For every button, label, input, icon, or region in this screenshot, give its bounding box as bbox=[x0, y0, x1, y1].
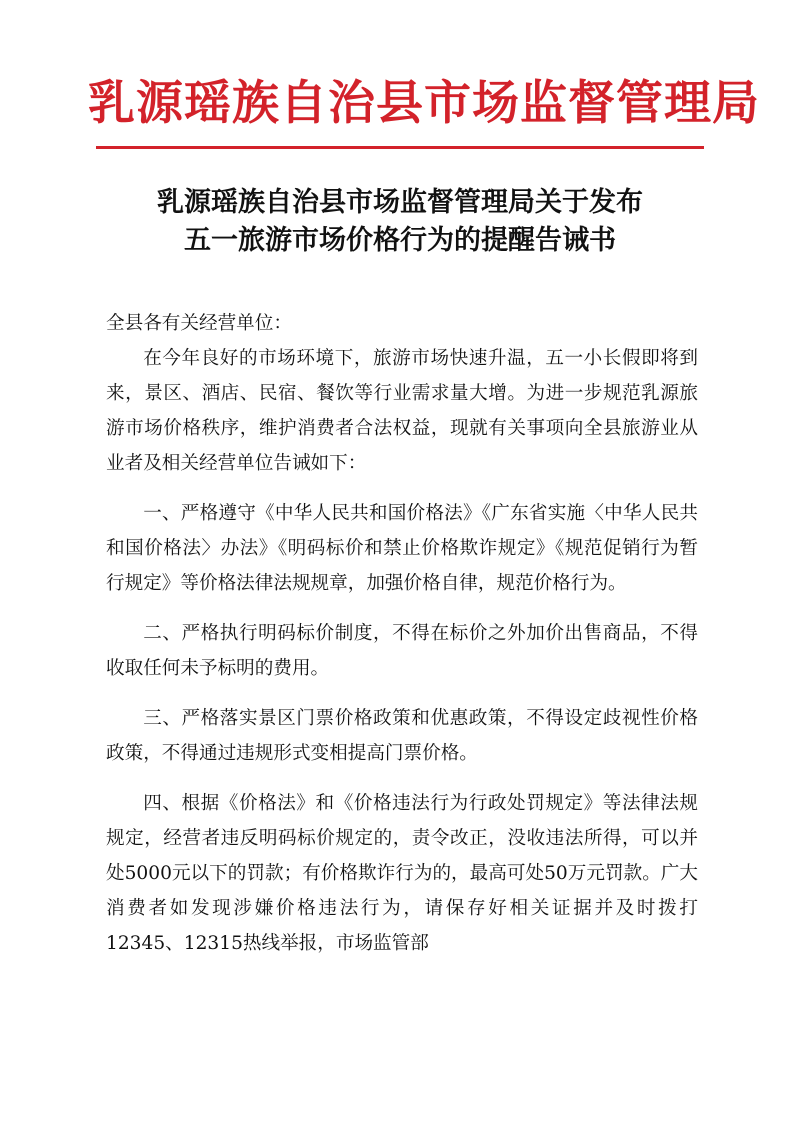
salutation: 全县各有关经营单位： bbox=[106, 313, 292, 334]
paragraph-intro: 在今年良好的市场环境下，旅游市场快速升温，五一小长假即将到来，景区、酒店、民宿、餐饮等行业需求量大增。为进一步规范乳源旅游市场价格秩序，维护消费者合法权益，现就有关事项向全县旅游业从业者及相关经营单位告诫如下： bbox=[106, 348, 698, 474]
paragraph-item-4: 四、根据《价格法》和《价格违法行为行政处罚规定》等法律法规规定，经营者违反明码标价规定的，责令改正，没收违法所得，可以并处5000元以下的罚款；有价格欺诈行为的，最高可处50万元罚款。广大消费者如发现涉嫌价格违法行为，请保存好相关证据并及时拨打12345、12315热线举报，市场监管部 bbox=[106, 793, 698, 954]
paragraph-item-1: 一、严格遵守《中华人民共和国价格法》《广东省实施〈中华人民共和国价格法〉办法》《明码标价和禁止价格欺诈规定》《规范促销行为暂行规定》等价格法律法规规章，加强价格自律，规范价格行为。 bbox=[106, 503, 698, 594]
letterhead-title: 乳源瑶族自治县市场监督管理局 bbox=[88, 76, 760, 131]
document-title bbox=[80, 184, 720, 260]
document-body bbox=[106, 306, 698, 961]
document-title-line-2: 五一旅游市场价格行为的提醒告诫书 bbox=[184, 225, 616, 256]
letterhead-red-rule bbox=[96, 146, 704, 149]
paragraph-item-3: 三、严格落实景区门票价格政策和优惠政策，不得设定歧视性价格政策，不得通过违规形式变相提高门票价格。 bbox=[106, 708, 698, 764]
document-title-line-1: 乳源瑶族自治县市场监督管理局关于发布 bbox=[157, 187, 643, 218]
paragraph-item-2: 二、严格执行明码标价制度，不得在标价之外加价出售商品，不得收取任何未予标明的费用。 bbox=[106, 623, 698, 679]
